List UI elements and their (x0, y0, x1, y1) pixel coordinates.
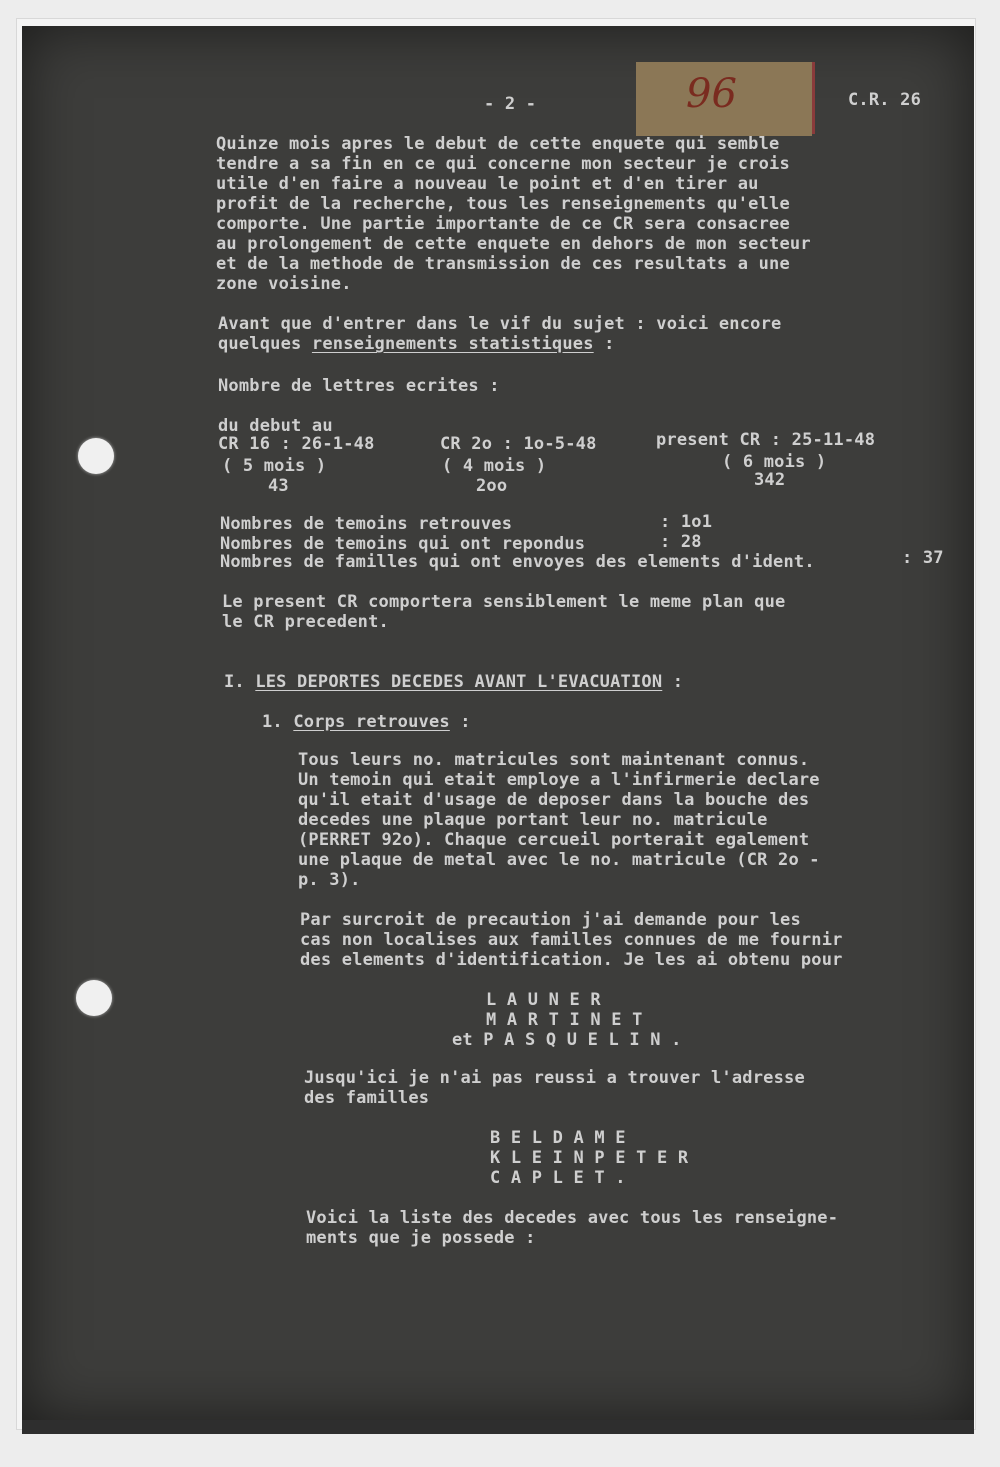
name-entry: et P A S Q U E L I N . (452, 1030, 682, 1050)
para1-line: decedes une plaque portant leur no. matricule (298, 810, 768, 830)
intro-line: et de la methode de transmission de ces resultats a une (216, 254, 790, 274)
para1-line: p. 3). (298, 870, 361, 890)
para1-line: une plaque de metal avec le no. matricule (CR 2o - (298, 850, 820, 870)
stat-col2-count: 2oo (476, 476, 508, 496)
section-title: LES DEPORTES DECEDES AVANT L'EVACUATION (255, 672, 663, 692)
avant-line: Avant que d'entrer dans le vif du sujet : voici encore (218, 314, 782, 334)
avant-suffix: : (593, 334, 615, 354)
plan-line: le CR precedent. (222, 612, 389, 632)
subsection-number: 1. (262, 712, 283, 732)
subsection-suffix: : (449, 712, 471, 732)
intro-line: utile d'en faire a nouveau le point et d'en tirer au (216, 174, 759, 194)
name-entry: L A U N E R (486, 990, 601, 1010)
para3-line: Jusqu'ici je n'ai pas reussi a trouver l'adresse (304, 1068, 805, 1088)
report-reference: C.R. 26 (848, 90, 922, 110)
plan-line: Le present CR comportera sensiblement le meme plan que (222, 592, 786, 612)
stat-col3-ref: present CR : 25-11-48 (656, 430, 876, 450)
punch-hole-lower (76, 980, 112, 1016)
intro-line: Quinze mois apres le debut de cette enquete qui semble (216, 134, 780, 154)
avant-line (218, 334, 615, 354)
name-entry: M A R T I N E T (486, 1010, 643, 1030)
stat-col1-count: 43 (268, 476, 289, 496)
name-entry: K L E I N P E T E R (490, 1148, 689, 1168)
intro-line: comporte. Une partie importante de ce CR sera consacree (216, 214, 790, 234)
para1-line: Tous leurs no. matricules sont maintenant connus. (298, 750, 810, 770)
stat-col2-period: ( 4 mois ) (442, 456, 547, 476)
stamp-margin-line (812, 62, 815, 134)
count-label: Nombres de temoins retrouves (220, 514, 513, 534)
count-value: : 1o1 (660, 512, 713, 532)
avant-prefix: quelques (218, 334, 312, 354)
intro-line: profit de la recherche, tous les renseignements qu'elle (216, 194, 790, 214)
section-heading (224, 672, 683, 692)
para3-line: des familles (304, 1088, 430, 1108)
letters-heading: Nombre de lettres ecrites : (218, 376, 500, 396)
para1-line: (PERRET 92o). Chaque cercueil porterait egalement (298, 830, 810, 850)
intro-line: zone voisine. (216, 274, 352, 294)
para4-line: Voici la liste des decedes avec tous les renseigne- (306, 1208, 839, 1228)
para2-line: Par surcroit de precaution j'ai demande pour les (300, 910, 801, 930)
section-suffix: : (662, 672, 684, 692)
intro-line: tendre a sa fin en ce qui concerne mon secteur je crois (216, 154, 790, 174)
name-entry: B E L D A M E (490, 1128, 626, 1148)
stat-col1-period: ( 5 mois ) (222, 456, 327, 476)
stat-col1-ref: CR 16 : 26-1-48 (218, 434, 375, 454)
stat-col3-count: 342 (754, 470, 786, 490)
avant-underlined: renseignements statistiques (311, 334, 594, 354)
since-label: du debut au (218, 416, 333, 436)
stat-col2-ref: CR 2o : 1o-5-48 (440, 434, 597, 454)
archive-page-number: 96 (686, 71, 737, 117)
name-entry: C A P L E T . (490, 1168, 626, 1188)
count-value: : 37 (902, 548, 944, 568)
scan-bottom-edge (22, 1420, 974, 1434)
para4-line: ments que je possede : (306, 1228, 536, 1248)
intro-line: au prolongement de cette enquete en dehors de mon secteur (216, 234, 811, 254)
section-number: I. (224, 672, 245, 692)
count-label: Nombres de temoins qui ont repondus (220, 534, 586, 554)
para2-line: des elements d'identification. Je les ai obtenu pour (300, 950, 843, 970)
stat-col3-period: ( 6 mois ) (722, 452, 827, 472)
para1-line: Un temoin qui etait employe a l'infirmerie declare (298, 770, 820, 790)
para1-line: qu'il etait d'usage de deposer dans la bouche des (298, 790, 810, 810)
subsection-title: Corps retrouves (293, 712, 450, 732)
count-value: : 28 (660, 532, 702, 552)
page-number: - 2 - (484, 94, 537, 114)
count-label: Nombres de familles qui ont envoyes des elements d'ident. (220, 552, 815, 572)
punch-hole-upper (78, 438, 114, 474)
para2-line: cas non localises aux familles connues de me fournir (300, 930, 843, 950)
subsection-heading (262, 712, 471, 732)
